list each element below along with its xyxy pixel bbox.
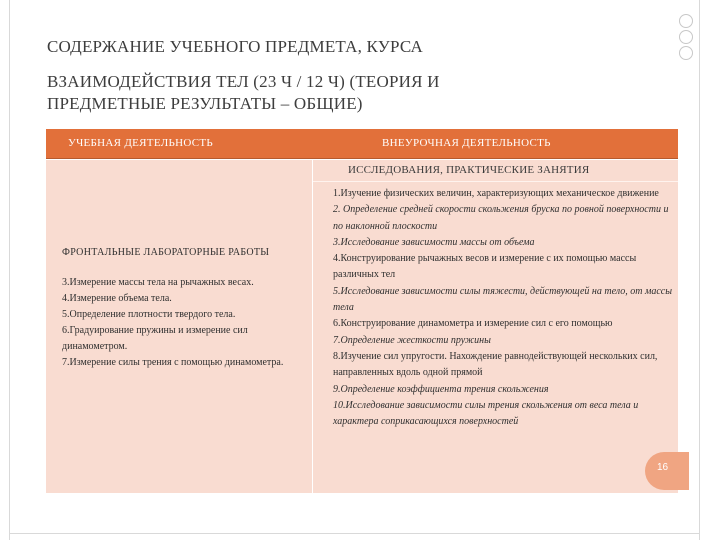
lab-works-block — [62, 245, 308, 371]
lab-works-title: ФРОНТАЛЬНЫЕ ЛАБОРАТОРНЫЕ РАБОТЫ — [62, 247, 270, 258]
slide-title-line-3: ПРЕДМЕТНЫЕ РЕЗУЛЬТАТЫ – ОБЩИЕ) — [47, 94, 363, 113]
slide-border-left — [9, 0, 10, 540]
slide-border-right — [699, 0, 700, 540]
header-extracurricular-activity: ВНЕУРОЧНАЯ ДЕЯТЕЛЬНОСТЬ — [382, 137, 551, 149]
subheader-divider — [313, 181, 678, 182]
binder-ring-icon — [679, 30, 693, 44]
slide-title-line-2: ВЗАИМОДЕЙСТВИЯ ТЕЛ (23 Ч / 12 Ч) (ТЕОРИЯ И — [47, 72, 440, 91]
list-item: 2. Определение средней скорости скольжения бруска по ровной поверхности и по наклонной плоскости — [333, 204, 669, 232]
slide-border-bottom — [9, 533, 700, 534]
list-item: 3.Исследование зависимости массы от объема — [333, 236, 535, 248]
list-item: 8.Изучение сил упругости. Нахождение равнодействующей нескольких сил, направленных вдоль одной прямой — [333, 350, 658, 379]
list-item: 3.Измерение массы тела на рычажных весах. — [62, 277, 254, 288]
list-item: 4.Конструирование рычажных весов и измерение с их помощью массы различных тел — [333, 253, 637, 281]
list-item: 10.Исследование зависимости силы трения скольжения от веса тела и характера соприкасающихся поверхностей — [333, 399, 639, 428]
list-item: 4.Измерение объема тела. — [62, 293, 172, 304]
list-item: 6.Градуирование пружины и измерение сил динамометром. — [62, 325, 248, 352]
list-item: 5.Исследование зависимости силы тяжести, действующей на тело, от массы тела — [333, 285, 673, 314]
list-item: 5.Определение плотности твердого тела. — [62, 309, 236, 320]
list-item: 6.Конструирование динамометра и измерение сил с его помощью — [333, 318, 613, 330]
list-item: 7.Измерение силы трения с помощью динамометра. — [62, 357, 284, 368]
list-item: 1.Изучение физических величин, характеризующих механическое движение — [333, 188, 659, 199]
binder-ring-icon — [679, 46, 693, 60]
page-number: 16 — [657, 462, 669, 473]
list-item: 9.Определение коэффициента трения скольжения — [333, 383, 549, 395]
research-list — [333, 186, 673, 430]
table-header-row — [46, 129, 678, 159]
binder-ring-icon — [679, 14, 693, 28]
slide-title-line-1: СОДЕРЖАНИЕ УЧЕБНОГО ПРЕДМЕТА, КУРСА — [47, 37, 424, 56]
header-curricular-activity: УЧЕБНАЯ ДЕЯТЕЛЬНОСТЬ — [68, 137, 213, 149]
right-subheader: ИССЛЕДОВАНИЯ, ПРАКТИЧЕСКИЕ ЗАНЯТИЯ — [348, 164, 590, 176]
list-item: 7.Определение жесткости пружины — [333, 334, 491, 346]
